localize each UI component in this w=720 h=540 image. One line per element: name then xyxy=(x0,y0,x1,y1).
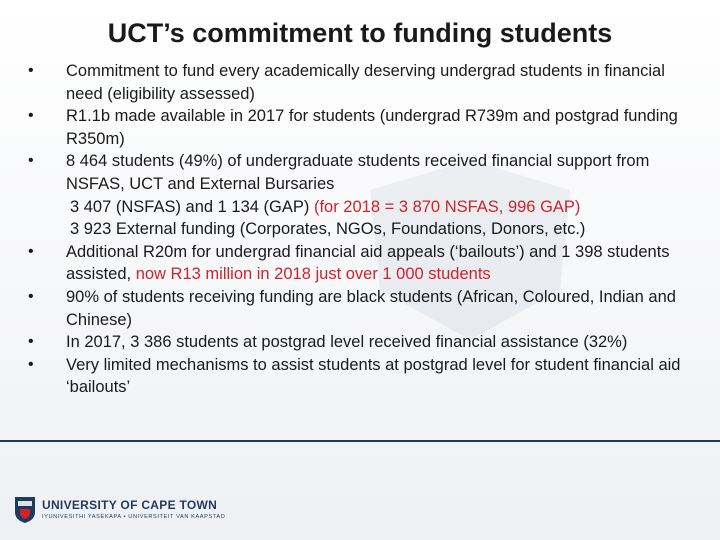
bullet-item xyxy=(24,60,684,105)
bullet-text: In 2017, 3 386 students at postgrad level received financial assistance (32%) xyxy=(66,333,628,352)
bullet-item xyxy=(24,241,684,286)
bullet-item xyxy=(24,150,684,195)
bullet-text: Very limited mechanisms to assist students at postgrad level for student financial aid ‘bailouts’ xyxy=(66,355,681,397)
bullet-item xyxy=(24,331,684,354)
footer-divider xyxy=(0,440,720,442)
sub-bullet-item xyxy=(24,196,684,219)
bullet-list xyxy=(24,60,684,399)
slide-title: UCT’s commitment to funding students xyxy=(107,18,613,48)
bullet-text: R1.1b made available in 2017 for students (undergrad R739m and postgrad funding R350m) xyxy=(66,107,678,148)
bullet-text: Commitment to fund every academically deserving undergrad students in financial need (eligibility assessed) xyxy=(66,62,665,103)
logo-subtitle: IYUNIVESITHI YASEKAPA • UNIVERSITEIT VAN KAAPSTAD xyxy=(42,514,226,520)
university-logo xyxy=(14,496,294,530)
bullet-text: 8 464 students (49%) of undergraduate students received financial support from NSFAS, UCT and External Bursaries xyxy=(66,152,650,193)
bullet-text: 3 407 (NSFAS) and 1 134 (GAP) xyxy=(70,197,314,216)
logo-name: UNIVERSITY OF CAPE TOWN xyxy=(42,498,218,512)
bullet-item xyxy=(24,354,684,399)
highlight-text: (for 2018 = 3 870 NSFAS, 996 GAP) xyxy=(313,197,581,216)
bullet-text: Additional R20m for undergrad financial aid appeals (‘bailouts’) and 1 398 students assisted, xyxy=(66,242,670,284)
bullet-text: 90% of students receiving funding are black students (African, Coloured, Indian and Chinese) xyxy=(66,287,676,329)
bullet-item xyxy=(24,286,684,331)
sub-bullet-item xyxy=(24,218,684,241)
bullet-text: 3 923 External funding (Corporates, NGOs, Foundations, Donors, etc.) xyxy=(70,220,586,239)
uct-crest-icon xyxy=(14,496,36,524)
bullet-item xyxy=(24,105,684,150)
highlight-text: now R13 million in 2018 just over 1 000 students xyxy=(135,265,491,284)
